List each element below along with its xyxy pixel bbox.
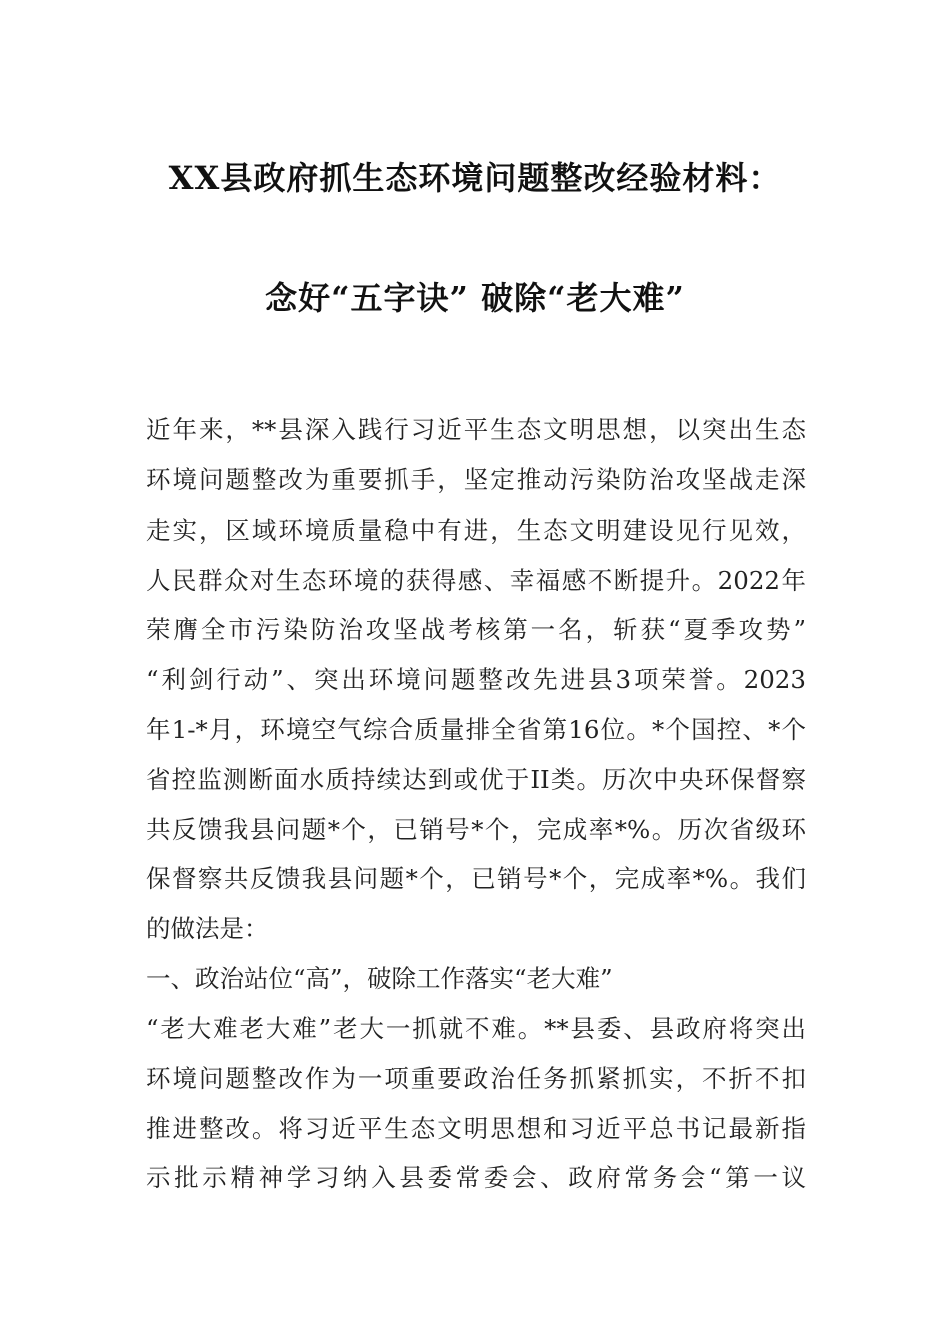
- body-line: 人民群众对生态环境的获得感、幸福感不断提升。2022年: [146, 566, 806, 595]
- document-title: XX县政府抓生态环境问题整改经验材料：: [168, 159, 782, 197]
- body-line: 年1-*月，环境空气综合质量排全省第16位。*个国控、*个: [146, 715, 806, 744]
- body-line: “老大难老大难”老大一抓就不难。**县委、县政府将突出: [146, 1014, 806, 1043]
- body-line: 环境问题整改作为一项重要政治任务抓紧抓实，不折不扣: [146, 1064, 806, 1093]
- body-line: 走实，区域环境质量稳中有进，生态文明建设见行见效，: [146, 516, 806, 545]
- body-line: 共反馈我县问题*个，已销号*个，完成率*%。历次省级环: [146, 815, 806, 844]
- body-line: “利剑行动”、突出环境问题整改先进县3项荣誉。2023: [146, 665, 806, 694]
- body-line: 荣膺全市污染防治攻坚战考核第一名，斩获“夏季攻势”: [146, 615, 806, 644]
- body-line: 的做法是：: [146, 914, 269, 943]
- body-line: 环境问题整改为重要抓手，坚定推动污染防治攻坚战走深: [146, 465, 806, 494]
- body-line: 保督察共反馈我县问题*个，已销号*个，完成率*%。我们: [146, 864, 806, 893]
- body-line: 推进整改。将习近平生态文明思想和习近平总书记最新指: [146, 1114, 806, 1143]
- body-line: 近年来，**县深入践行习近平生态文明思想，以突出生态: [146, 415, 806, 444]
- body-line: 示批示精神学习纳入县委常委会、政府常务会“第一议: [146, 1163, 806, 1192]
- body-line: 省控监测断面水质持续达到或优于II类。历次中央环保督察: [146, 765, 806, 794]
- section-heading: 一、政治站位“高”，破除工作落实“老大难”: [146, 964, 613, 993]
- document-subtitle: 念好“五字诀” 破除“老大难”: [265, 279, 685, 317]
